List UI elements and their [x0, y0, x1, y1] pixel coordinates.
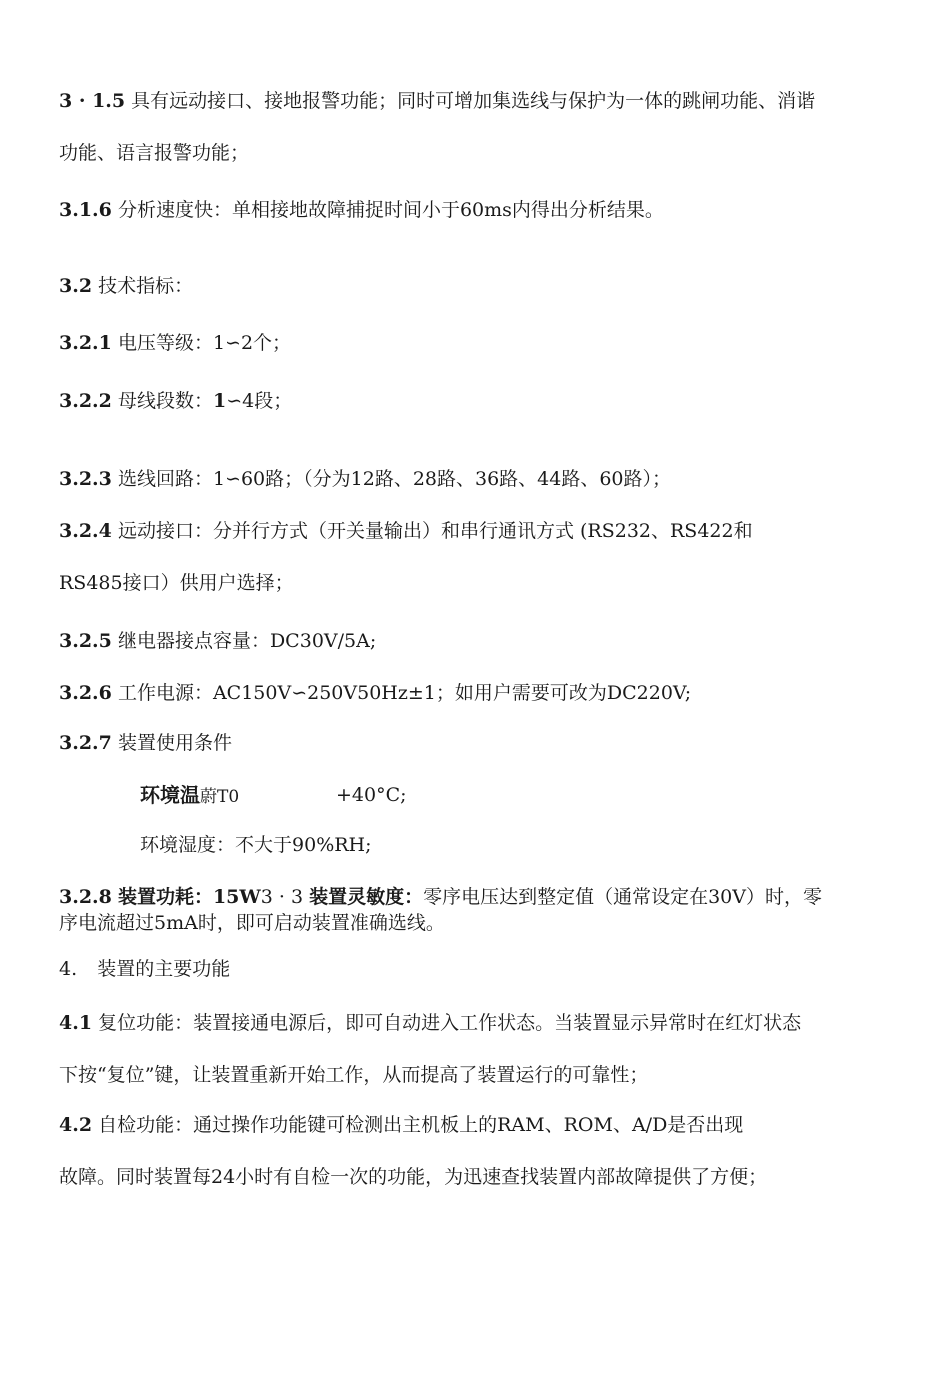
para-number: 3.2.6	[59, 682, 112, 704]
para-number: 3.2.8	[59, 886, 112, 908]
para-text: 下按“复位”键，让装置重新开始工作，从而提高了装置运行的可靠性；	[59, 1064, 649, 1086]
para-label: 工作电源：	[117, 682, 213, 704]
para-number: 3.2.5	[59, 630, 112, 652]
para-3-2-8	[59, 884, 822, 910]
para-3-2-6	[59, 680, 691, 706]
para-4-1-cont	[59, 1062, 648, 1088]
para-4-2-cont	[59, 1164, 767, 1190]
para-bold-value: 15W	[212, 886, 261, 908]
para-text: 具有远动接口、接地报警功能；同时可增加集选线与保护为一体的跳闸功能、消谐	[131, 90, 816, 112]
para-text: 功能、语言报警功能；	[59, 142, 250, 164]
para-text: 零序电压达到整定值（通常设定在30V）时，零	[423, 886, 822, 908]
para-number-inline: 3 · 3	[260, 886, 304, 908]
para-3-2-7	[59, 730, 232, 756]
para-text: 故障。同时装置每24小时有自检一次的功能，为迅速查找装置内部故障提供了方便；	[59, 1166, 768, 1188]
section-number: 3.2	[59, 275, 93, 297]
section-3-2-heading	[59, 273, 193, 299]
para-text: 分析速度快：单相接地故障捕捉时间小于60ms内得出分析结果。	[117, 199, 664, 221]
para-text: 通过操作功能键可检测出主机板上的RAM、ROM、A/D是否出现	[193, 1114, 744, 1136]
para-3-1-5-cont	[59, 140, 249, 166]
para-label: 母线段数：	[117, 390, 213, 412]
para-text: 装置使用条件	[117, 732, 232, 754]
para-label: 装置功耗：	[117, 886, 213, 908]
para-number: 3 · 1.5	[59, 90, 126, 112]
para-label-2: 装置灵敏度：	[309, 886, 424, 908]
para-text: 序电流超过5mA时，即可启动装置准确选线。	[59, 912, 445, 934]
env-temperature	[140, 782, 540, 810]
para-number: 3.2.4	[59, 520, 112, 542]
section-title: 装置的主要功能	[97, 958, 231, 980]
env-temp-label: 环境温	[140, 783, 200, 807]
para-number: 3.2.3	[59, 468, 112, 490]
env-temp-range: 蔚T0	[200, 787, 240, 807]
para-number: 3.2.7	[59, 732, 112, 754]
env-hum-text: 不大于90%RH;	[235, 834, 372, 856]
para-label: 电压等级：	[117, 332, 213, 354]
section-title: 技术指标：	[98, 275, 194, 297]
para-3-2-4-cont	[59, 570, 294, 596]
para-text: DC30V/5A;	[269, 630, 377, 652]
para-3-2-8-cont	[59, 910, 445, 936]
section-number: 4.	[59, 958, 78, 980]
para-text: 分并行方式（开关量输出）和串行通讯方式 (RS232、RS422和	[212, 520, 753, 542]
para-3-2-2	[59, 388, 292, 414]
para-4-2	[59, 1112, 743, 1138]
para-3-2-3	[59, 466, 671, 492]
para-label: 自检功能：	[98, 1114, 194, 1136]
para-3-1-5	[59, 88, 815, 114]
para-3-2-4	[59, 518, 753, 544]
para-label: 选线回路：	[117, 468, 213, 490]
para-number: 3.2.2	[59, 390, 112, 412]
para-text: ∽4段；	[226, 390, 293, 412]
para-number: 3.1.6	[59, 199, 112, 221]
section-4-heading	[59, 956, 230, 982]
para-text: 1∽2个；	[212, 332, 292, 354]
env-humidity	[140, 832, 372, 858]
para-3-2-1	[59, 330, 291, 356]
para-text: AC150V∽250V50Hz±1；如用户需要可改为DC220V;	[212, 682, 692, 704]
para-label: 复位功能：	[98, 1012, 194, 1034]
para-bold-value: 1	[212, 390, 227, 412]
para-text: 装置接通电源后，即可自动进入工作状态。当装置显示异常时在红灯状态	[193, 1012, 802, 1034]
para-label: 远动接口：	[117, 520, 213, 542]
para-text: RS485接口）供用户选择；	[59, 572, 294, 594]
para-number: 3.2.1	[59, 332, 112, 354]
para-3-2-5	[59, 628, 376, 654]
para-text: 1∽60路；（分为12路、28路、36路、44路、60路）；	[212, 468, 672, 490]
para-4-1	[59, 1010, 801, 1036]
para-3-1-6	[59, 197, 664, 223]
env-hum-label: 环境湿度：	[140, 834, 236, 856]
para-number: 4.1	[59, 1012, 93, 1034]
para-label: 继电器接点容量：	[117, 630, 270, 652]
para-number: 4.2	[59, 1114, 93, 1136]
env-temp-value: +40°C;	[336, 784, 407, 806]
